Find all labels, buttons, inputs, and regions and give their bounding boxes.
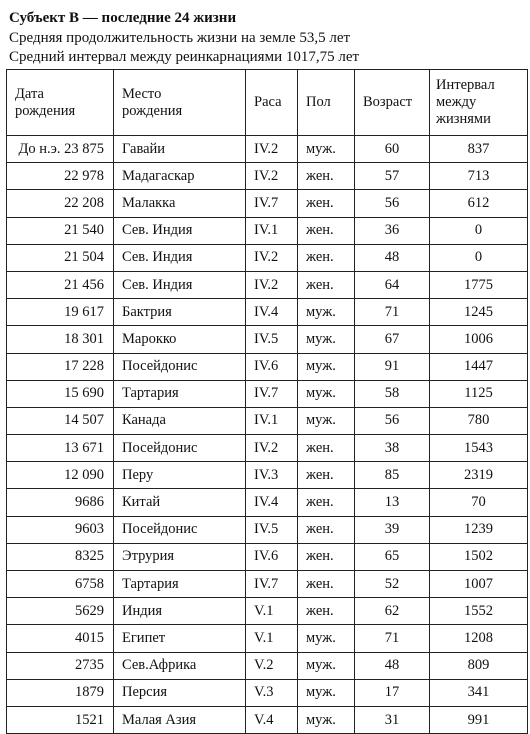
race-cell: IV.2 xyxy=(246,163,298,190)
interval-cell: 1543 xyxy=(430,435,528,462)
interval-cell: 837 xyxy=(430,136,528,163)
age-cell: 62 xyxy=(355,598,430,625)
age-cell: 64 xyxy=(355,271,430,298)
birth-place-cell: Индия xyxy=(114,598,246,625)
race-cell: V.4 xyxy=(246,706,298,733)
birth-date-cell: 1521 xyxy=(7,706,114,733)
sex-cell: муж. xyxy=(298,136,355,163)
age-cell: 57 xyxy=(355,163,430,190)
sex-cell: жен. xyxy=(298,217,355,244)
table-row xyxy=(7,380,528,407)
column-header-sex: Пол xyxy=(298,70,355,136)
interval-cell: 1245 xyxy=(430,299,528,326)
table-row xyxy=(7,271,528,298)
interval-cell: 1007 xyxy=(430,571,528,598)
birth-place-cell: Персия xyxy=(114,679,246,706)
race-cell: IV.5 xyxy=(246,326,298,353)
age-cell: 31 xyxy=(355,706,430,733)
race-cell: IV.6 xyxy=(246,353,298,380)
race-cell: IV.2 xyxy=(246,136,298,163)
age-cell: 39 xyxy=(355,516,430,543)
birth-date-cell: 17 228 xyxy=(7,353,114,380)
interval-cell: 1447 xyxy=(430,353,528,380)
race-cell: IV.2 xyxy=(246,435,298,462)
age-cell: 48 xyxy=(355,652,430,679)
age-cell: 65 xyxy=(355,543,430,570)
birth-place-cell: Бактрия xyxy=(114,299,246,326)
sex-cell: жен. xyxy=(298,543,355,570)
interval-cell: 1006 xyxy=(430,326,528,353)
age-cell: 13 xyxy=(355,489,430,516)
birth-place-cell: Канада xyxy=(114,407,246,434)
sex-cell: жен. xyxy=(298,435,355,462)
sex-cell: жен. xyxy=(298,244,355,271)
sex-cell: муж. xyxy=(298,625,355,652)
header-row xyxy=(7,70,528,136)
sex-cell: жен. xyxy=(298,190,355,217)
sex-cell: жен. xyxy=(298,516,355,543)
table-row xyxy=(7,407,528,434)
age-cell: 17 xyxy=(355,679,430,706)
table-row xyxy=(7,326,528,353)
interval-cell: 1125 xyxy=(430,380,528,407)
sex-cell: муж. xyxy=(298,407,355,434)
interval-cell: 780 xyxy=(430,407,528,434)
interval-cell: 0 xyxy=(430,244,528,271)
table-row xyxy=(7,571,528,598)
table-row xyxy=(7,489,528,516)
sex-cell: муж. xyxy=(298,326,355,353)
sex-cell: жен. xyxy=(298,598,355,625)
birth-place-cell: Этрурия xyxy=(114,543,246,570)
birth-place-cell: Тартария xyxy=(114,571,246,598)
birth-date-cell: 21 504 xyxy=(7,244,114,271)
table-row xyxy=(7,706,528,733)
table-row xyxy=(7,543,528,570)
table-row xyxy=(7,136,528,163)
race-cell: IV.4 xyxy=(246,299,298,326)
race-cell: IV.2 xyxy=(246,271,298,298)
birth-date-cell: 22 208 xyxy=(7,190,114,217)
race-cell: V.1 xyxy=(246,598,298,625)
age-cell: 71 xyxy=(355,625,430,652)
sex-cell: жен. xyxy=(298,271,355,298)
birth-date-cell: 13 671 xyxy=(7,435,114,462)
table-row xyxy=(7,516,528,543)
column-header-age: Возраст xyxy=(355,70,430,136)
sex-cell: муж. xyxy=(298,299,355,326)
birth-date-cell: 1879 xyxy=(7,679,114,706)
interval-cell: 991 xyxy=(430,706,528,733)
birth-date-cell: 4015 xyxy=(7,625,114,652)
race-cell: IV.7 xyxy=(246,190,298,217)
birth-date-cell: 19 617 xyxy=(7,299,114,326)
birth-place-cell: Сев. Индия xyxy=(114,244,246,271)
birth-place-cell: Тартария xyxy=(114,380,246,407)
birth-place-cell: Посейдонис xyxy=(114,353,246,380)
birth-place-cell: Марокко xyxy=(114,326,246,353)
birth-place-cell: Сев. Индия xyxy=(114,217,246,244)
birth-place-cell: Мадагаскар xyxy=(114,163,246,190)
interval-cell: 1552 xyxy=(430,598,528,625)
race-cell: IV.3 xyxy=(246,462,298,489)
birth-place-cell: Посейдонис xyxy=(114,516,246,543)
age-cell: 67 xyxy=(355,326,430,353)
birth-date-cell: 21 456 xyxy=(7,271,114,298)
sex-cell: муж. xyxy=(298,353,355,380)
age-cell: 56 xyxy=(355,407,430,434)
birth-place-cell: Сев.Африка xyxy=(114,652,246,679)
sex-cell: жен. xyxy=(298,462,355,489)
age-cell: 58 xyxy=(355,380,430,407)
birth-date-cell: 9603 xyxy=(7,516,114,543)
age-cell: 36 xyxy=(355,217,430,244)
interval-cell: 1208 xyxy=(430,625,528,652)
interval-cell: 612 xyxy=(430,190,528,217)
race-cell: V.1 xyxy=(246,625,298,652)
average-interval-line: Средний интервал между реинкарнациями 1017,75 лет xyxy=(9,49,360,65)
race-cell: IV.7 xyxy=(246,380,298,407)
interval-cell: 713 xyxy=(430,163,528,190)
sex-cell: жен. xyxy=(298,571,355,598)
sex-cell: муж. xyxy=(298,652,355,679)
table-row xyxy=(7,244,528,271)
table-row xyxy=(7,299,528,326)
race-cell: IV.7 xyxy=(246,571,298,598)
race-cell: IV.5 xyxy=(246,516,298,543)
age-cell: 91 xyxy=(355,353,430,380)
birth-date-cell: 21 540 xyxy=(7,217,114,244)
table-row xyxy=(7,598,528,625)
table-header xyxy=(7,70,528,136)
birth-place-cell: Перу xyxy=(114,462,246,489)
birth-date-cell: 5629 xyxy=(7,598,114,625)
interval-cell: 341 xyxy=(430,679,528,706)
birth-place-cell: Посейдонис xyxy=(114,435,246,462)
interval-cell: 1775 xyxy=(430,271,528,298)
column-header-race: Раса xyxy=(246,70,298,136)
race-cell: IV.1 xyxy=(246,407,298,434)
column-header-interval: Интервал между жизнями xyxy=(430,70,528,136)
birth-date-cell: 15 690 xyxy=(7,380,114,407)
race-cell: V.2 xyxy=(246,652,298,679)
birth-date-cell: 9686 xyxy=(7,489,114,516)
incarnations-table xyxy=(6,69,528,734)
birth-place-cell: Сев. Индия xyxy=(114,271,246,298)
interval-cell: 0 xyxy=(430,217,528,244)
age-cell: 60 xyxy=(355,136,430,163)
birth-place-cell: Малая Азия xyxy=(114,706,246,733)
birth-date-cell: 12 090 xyxy=(7,462,114,489)
table-row xyxy=(7,652,528,679)
birth-date-cell: 22 978 xyxy=(7,163,114,190)
table-body xyxy=(7,136,528,734)
birth-date-cell: 18 301 xyxy=(7,326,114,353)
interval-cell: 1239 xyxy=(430,516,528,543)
birth-date-cell: 6758 xyxy=(7,571,114,598)
age-cell: 38 xyxy=(355,435,430,462)
column-header-birth-date: Дата рождения xyxy=(7,70,114,136)
table-row xyxy=(7,353,528,380)
race-cell: V.3 xyxy=(246,679,298,706)
birth-place-cell: Египет xyxy=(114,625,246,652)
birth-place-cell: Малакка xyxy=(114,190,246,217)
birth-place-cell: Гавайи xyxy=(114,136,246,163)
birth-date-cell: До н.э. 23 875 xyxy=(7,136,114,163)
race-cell: IV.6 xyxy=(246,543,298,570)
sex-cell: жен. xyxy=(298,163,355,190)
table-row xyxy=(7,462,528,489)
birth-date-cell: 2735 xyxy=(7,652,114,679)
interval-cell: 1502 xyxy=(430,543,528,570)
race-cell: IV.2 xyxy=(246,244,298,271)
average-lifespan-line: Средняя продолжительность жизни на земле 53,5 лет xyxy=(9,30,351,46)
interval-cell: 809 xyxy=(430,652,528,679)
age-cell: 56 xyxy=(355,190,430,217)
page-title: Субъект В — последние 24 жизни xyxy=(9,10,237,26)
birth-date-cell: 8325 xyxy=(7,543,114,570)
table-row xyxy=(7,217,528,244)
sex-cell: жен. xyxy=(298,489,355,516)
age-cell: 48 xyxy=(355,244,430,271)
table-row xyxy=(7,679,528,706)
table-row xyxy=(7,163,528,190)
birth-place-cell: Китай xyxy=(114,489,246,516)
birth-date-cell: 14 507 xyxy=(7,407,114,434)
age-cell: 85 xyxy=(355,462,430,489)
sex-cell: муж. xyxy=(298,706,355,733)
table-row xyxy=(7,190,528,217)
age-cell: 71 xyxy=(355,299,430,326)
race-cell: IV.1 xyxy=(246,217,298,244)
interval-cell: 70 xyxy=(430,489,528,516)
table-row xyxy=(7,625,528,652)
sex-cell: муж. xyxy=(298,679,355,706)
table-row xyxy=(7,435,528,462)
interval-cell: 2319 xyxy=(430,462,528,489)
sex-cell: муж. xyxy=(298,380,355,407)
age-cell: 52 xyxy=(355,571,430,598)
column-header-birth-place: Место рождения xyxy=(114,70,246,136)
race-cell: IV.4 xyxy=(246,489,298,516)
